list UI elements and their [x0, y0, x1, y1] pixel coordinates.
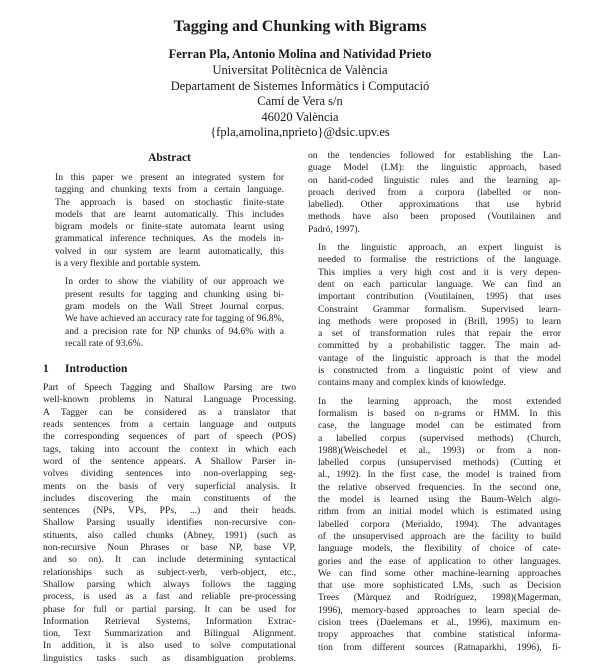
- text-line: proach derived from a corpora (labelled or non-: [308, 186, 561, 198]
- abstract-paragraph-2: [55, 276, 284, 350]
- text-line: tropy approaches that combine statistical informa-: [318, 629, 561, 641]
- text-line: This implies a very high cost and it is very depen-: [318, 266, 561, 278]
- text-line: contains many and complex kinds of knowledge.: [318, 377, 506, 389]
- text-line: methods have also been proposed (Voutilainen and: [308, 211, 561, 223]
- abstract-paragraph-1: [55, 172, 284, 270]
- text-line: In the linguistic approach, an expert linguist is: [318, 242, 561, 254]
- text-line: on the tendencies followed for establishing the Lan-: [308, 150, 561, 161]
- text-line: reads sentences from a certain language and outputs: [43, 419, 296, 431]
- paper-title: Tagging and Chunking with Bigrams: [173, 18, 427, 35]
- text-line: labelled). Other approximations that use hybrid: [308, 199, 561, 211]
- text-line: Shallow parsing which always follows the tagging: [43, 578, 296, 590]
- text-line: relationships such as subject-verb, verb-object, etc.,: [43, 566, 296, 578]
- text-line: vantage of the linguistic approach is that the model: [318, 352, 561, 364]
- text-line: In order to show the viability of our approach we: [65, 276, 284, 288]
- text-line: gories and the ease of application to other languages.: [318, 555, 561, 567]
- text-line: tion from different sources (Ratnaparkhi, 1996), fi-: [318, 641, 561, 653]
- text-line: In addition, it is also used to solve computational: [43, 640, 296, 652]
- text-line: includes discovering the main constituents of the: [43, 492, 296, 504]
- text-line: important contribution (Voutilainen, 1995) that uses: [318, 291, 561, 303]
- text-line: and so on). It can include determining syntactical: [43, 554, 296, 566]
- text-line: a labelled corpus (supervised methods) (Church,: [318, 432, 561, 444]
- text-line: guage Model (LM): the linguistic approach, based: [308, 162, 561, 174]
- text-line: Information Retrieval Systems, Information Extrac-: [43, 615, 296, 627]
- text-line: the corresponding sequences of part of speech (POS): [43, 431, 296, 443]
- affiliation-email: {fpla,amolina,nprieto}@dsic.upv.es: [210, 125, 390, 140]
- abstract-heading: Abstract: [148, 152, 191, 164]
- right-paragraph-1: [308, 150, 561, 236]
- text-line: Part of Speech Tagging and Shallow Parsing are two: [43, 382, 296, 394]
- affiliation-block: [0, 63, 600, 141]
- text-line: tion, Text Summarization and Bilingual Alignment.: [43, 628, 296, 640]
- intro-heading: [43, 362, 296, 376]
- left-column: [43, 148, 296, 665]
- text-line: process, is used as a fast and reliable pre-processing: [43, 591, 296, 603]
- text-line: phase for full or partial parsing. It can be used for: [43, 603, 296, 615]
- text-line: models that are learnt automatically. This includes: [55, 208, 284, 220]
- text-line: a set of transformation rules that repair the error: [318, 328, 561, 340]
- paper-authors: Ferran Pla, Antonio Molina and Natividad Prieto: [168, 47, 432, 61]
- section-title: Introduction: [65, 363, 128, 376]
- text-line: formalism is based on n-grams or HMM. In this: [318, 407, 561, 419]
- text-line: bigram models or finite-state automata learnt using: [55, 221, 284, 233]
- text-line: labelled corpora (Merialdo, 1994). The advantages: [318, 518, 561, 530]
- text-line: We can find some other machine-learning approaches: [318, 567, 561, 579]
- text-line: Padró, 1997).: [308, 223, 360, 235]
- text-line: grammatical inference techniques. As the models in-: [55, 233, 284, 245]
- text-line: stituents, also called chunks (Abney, 1991) (such as: [43, 529, 296, 541]
- text-line: 1988)(Weischedel et al., 1993) or from a non-: [318, 444, 561, 456]
- text-line: is constructed from a linguistic point of view and: [318, 365, 561, 377]
- text-line: al., 1992). In the first case, the model is trained from: [318, 469, 561, 481]
- text-line: A Tagger can be considered as a translator that: [43, 406, 296, 418]
- text-line: Constraint Grammar formalism. Supervised learn-: [318, 303, 561, 315]
- intro-paragraph-1: [43, 382, 296, 665]
- text-line: 1996), memory-based approaches to learn special de-: [318, 604, 561, 616]
- text-line: sentences (NPs, VPs, PPs, ...) and their heads.: [43, 505, 296, 517]
- text-line: recall rate of 93.6%.: [65, 337, 144, 349]
- text-line: ments on the basis of very superficial analysis. It: [43, 480, 296, 492]
- text-line: We have achieved an accuracy rate for tagging of 96.8%,: [65, 313, 284, 325]
- text-line: tags, taking into account the context in which each: [43, 443, 296, 455]
- text-line: volved in our system are learnt automatically, this: [55, 245, 284, 257]
- text-line: non-recursive Noun Phrases or base NP, base VP,: [43, 542, 296, 554]
- affiliation-department: Departament de Sistemes Informàtics i Computació: [170, 78, 430, 93]
- affiliation-street: Camí de Vera s/n: [257, 94, 343, 109]
- text-line: on hand-coded linguistic rules and the learning ap-: [308, 174, 561, 186]
- text-line: linguistics tasks such as disambiguation problems.: [43, 652, 296, 664]
- text-line: cision trees (Daelemans et al., 1996), maximum en-: [318, 616, 561, 628]
- text-line: rithm from an initial model which is estimated using: [318, 506, 561, 518]
- text-line: gram models on the Wall Street Journal corpus.: [65, 300, 284, 312]
- text-line: well-known problems in Natural Language Processing.: [43, 394, 296, 406]
- text-line: In this paper we present an integrated system for: [55, 172, 284, 183]
- text-line: tagging and chunking texts from a certain language.: [55, 184, 284, 196]
- text-line: the relative observed frequencies. In the second one,: [318, 481, 561, 493]
- text-line: that use more sophisticated LMs, such as Decision: [318, 580, 561, 592]
- text-line: ing methods were proposed in (Brill, 1995) to learn: [318, 315, 561, 327]
- text-line: The approach is based on stochastic finite-state: [55, 196, 284, 208]
- text-line: dent on each particular language. We can find an: [318, 278, 561, 290]
- affiliation-city: 46020 València: [261, 109, 339, 124]
- section-number: 1: [43, 363, 49, 376]
- text-line: In the learning approach, the most extended: [318, 395, 561, 407]
- text-line: Trees (Màrquez and Rodríguez, 1998)(Magerman,: [318, 592, 561, 604]
- text-line: is a very flexible and portable system.: [55, 258, 201, 270]
- text-line: language models, the flexibility of choice of cate-: [318, 543, 561, 555]
- right-paragraph-3: [308, 396, 561, 654]
- affiliation-university: Universitat Politècnica de València: [212, 63, 388, 77]
- text-line: and a precision rate for NP chunks of 94.6% with a: [65, 325, 284, 337]
- text-line: present results for tagging and chunking using bi-: [65, 288, 284, 300]
- abstract-body: [43, 172, 296, 350]
- text-line: volves dividing sentences into non-overlapping seg-: [43, 468, 296, 480]
- text-line: of the unsupervised approach are the facility to build: [318, 530, 561, 542]
- text-line: Shallow Parsing usually identifies non-recursive con-: [43, 517, 296, 529]
- right-paragraph-2: [308, 242, 561, 390]
- text-line: case, the language model can be estimated from: [318, 420, 561, 432]
- text-line: the model is learned using the Baum-Welch algo-: [318, 494, 561, 506]
- text-line: committed by a probabilistic tagger. The main ad-: [318, 340, 561, 352]
- text-line: word of the sentence appears. A Shallow Parser in-: [43, 455, 296, 467]
- right-column: [308, 150, 561, 654]
- text-line: labelled corpus (unsupervised methods) (Cutting et: [318, 457, 561, 469]
- text-line: needed to formalise the restrictions of the language.: [318, 254, 561, 266]
